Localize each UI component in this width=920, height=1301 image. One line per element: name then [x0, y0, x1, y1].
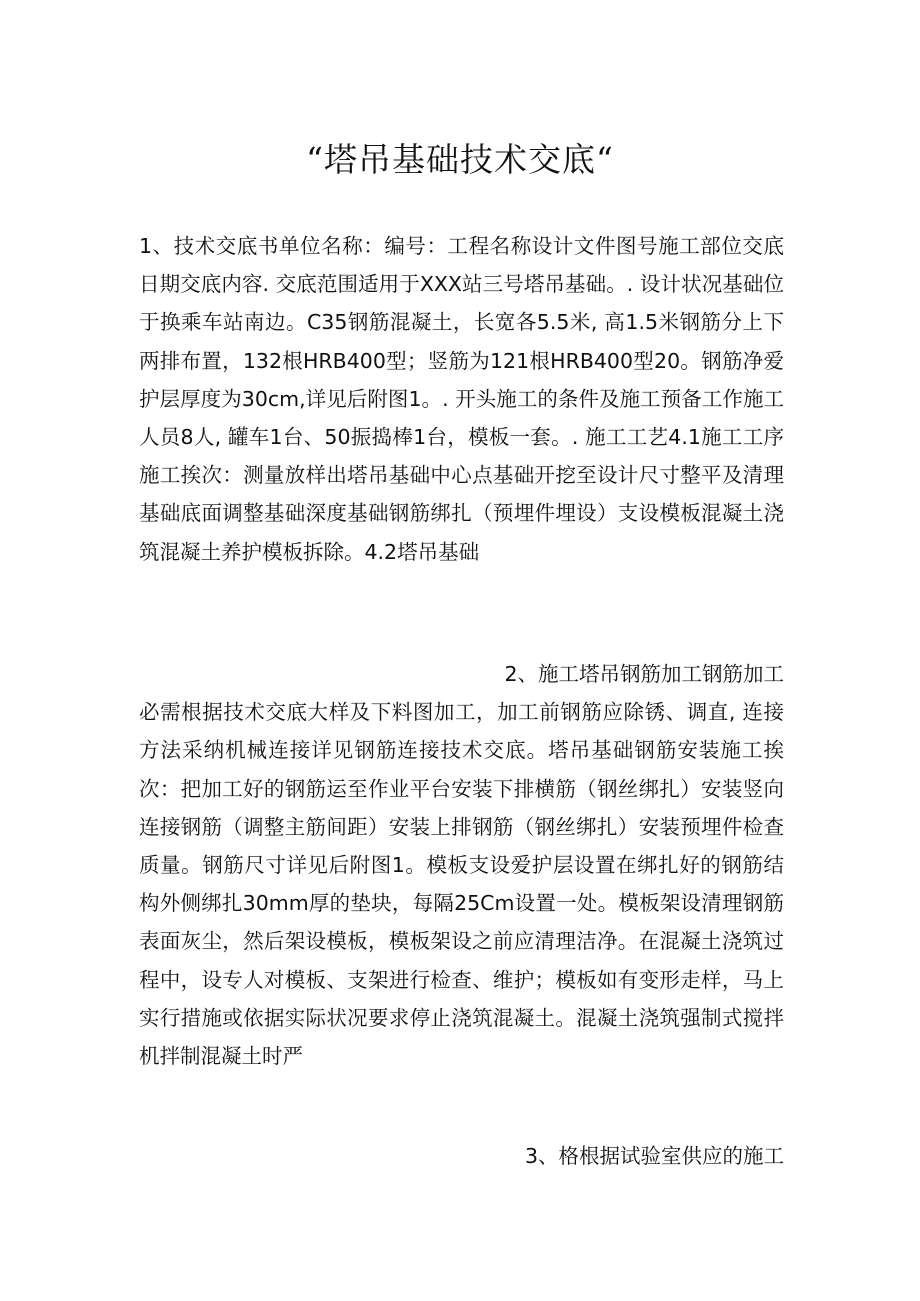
document-title: “塔吊基础技术交底“: [306, 140, 614, 179]
section-2-body: 必需根据技术交底大样及下料图加工，加工前钢筋应除锈、调直, 连接方法采纳机械连接详见钢筋连接技术交底。塔吊基础钢筋安装施工挨次：把加工好的钢筋运至作业平台安装下排横筋（钢丝绑扎）安装竖向连接钢筋（调整主筋间距）安装上排钢筋（钢丝绑扎）安装预埋件检查质量。钢筋尺寸详见后附图1。模板支设爱护层设置在绑扎好的钢筋结构外侧绑扎30mm厚的垫块，每隔25Cm设置一处。模板架设清理钢筋表面灰尘，然后架设模板，模板架设之前应清理洁净。在混凝土浇筑过程中，设专人对模板、支架进行检查、维护；模板如有变形走样，马上实行措施或依据实际状况要求停止浇筑混凝土。混凝土浇筑强制式搅拌机拌制混凝土时严: [139, 700, 784, 1069]
section-3-paragraph: [139, 1137, 784, 1175]
section-3-lead: 3、格根据试验室供应的施工: [524, 1144, 784, 1168]
section-2-lead: 2、施工塔吊钢筋加工钢筋加工: [504, 662, 784, 686]
section-1-paragraph: 1、技术交底书单位名称：编号：工程名称设计文件图号施工部位交底日期交底内容. 交底范围适用于XXX站三号塔吊基础。. 设计状况基础位于换乘车站南边。C35钢筋混凝土，长宽各5.5米, 高1.5米钢筋分上下两排布置，132根HRB400型；竖筋为121根HRB400型20。钢筋净爱护层厚度为30cm,详见后附图1。. 开头施工的条件及施工预备工作施工人员8人, 罐车1台、50振捣棒1台，模板一套。. 施工工艺4.1施工工序施工挨次：测量放样出塔吊基础中心点基础开挖至设计尺寸整平及清理基础底面调整基础深度基础钢筋绑扎（预埋件埋设）支设模板混凝土浇筑混凝土养护模板拆除。4.2塔吊基础: [139, 234, 784, 564]
section-2-paragraph: [139, 655, 784, 1075]
